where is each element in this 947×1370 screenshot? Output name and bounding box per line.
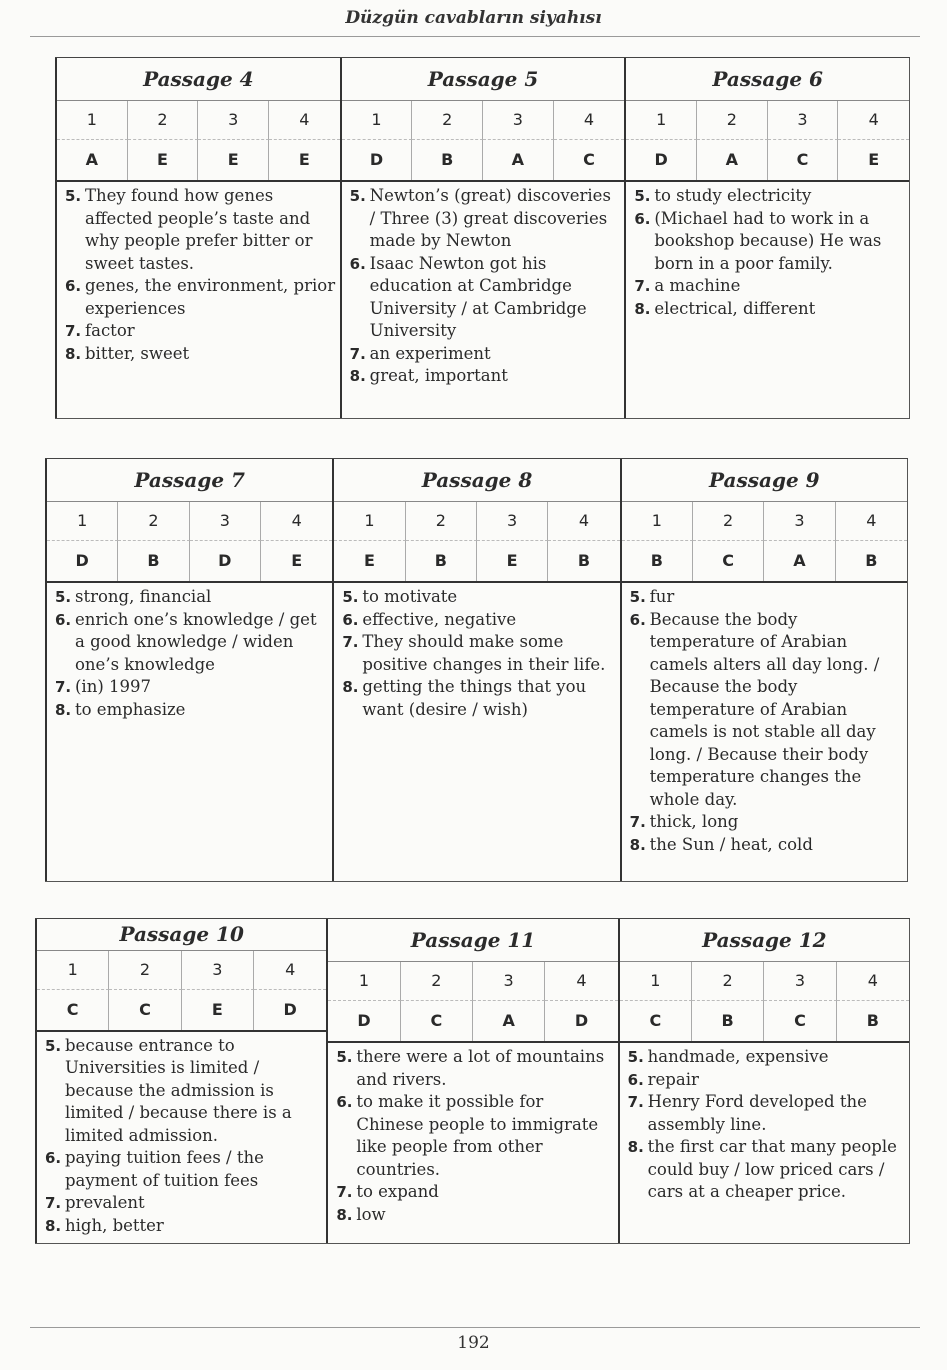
answer-number: 8.: [65, 344, 82, 363]
question-number: 4: [838, 101, 909, 140]
answer-letter: B: [865, 551, 878, 570]
answer-letter: C: [693, 541, 764, 581]
open-answers: [47, 581, 332, 881]
answer-block-2: [45, 458, 908, 882]
answer-letter: B: [412, 140, 483, 180]
answer-number: 8.: [629, 835, 646, 854]
answer-letter: B: [118, 541, 189, 581]
answer-item: [628, 1069, 905, 1092]
answer-letter: C: [401, 1001, 473, 1041]
answer-text: to emphasize: [75, 699, 186, 719]
answer-letter: D: [574, 1011, 589, 1030]
answer-item: [65, 320, 336, 343]
answer-number: 5.: [629, 588, 646, 606]
answer-number: 5.: [336, 1048, 353, 1066]
answer-key-grid: [626, 101, 909, 180]
answer-number: 7.: [65, 322, 82, 340]
answer-item: [630, 834, 903, 857]
open-answers: [626, 180, 909, 418]
answer-item: [55, 699, 328, 722]
answer-letter: B: [406, 541, 477, 581]
answer-text: the first car that many people could buy / low priced cars / cars at a cheaper price.: [647, 1137, 897, 1201]
answer-letter: E: [128, 140, 199, 180]
answer-number: 7.: [349, 344, 366, 363]
answer-number: 7.: [342, 633, 359, 651]
answer-number: 5.: [45, 1036, 62, 1055]
answer-key-grid: [342, 101, 625, 180]
question-number: 1: [37, 951, 109, 990]
passage-table: [340, 58, 625, 418]
answer-text: They found how genes affected people’s taste and why people prefer bitter or sweet tastes.: [85, 186, 313, 273]
question-number: 3: [764, 502, 835, 541]
answer-number: 6.: [336, 1093, 353, 1111]
answer-letter: B: [866, 1011, 879, 1030]
question-number: 3: [473, 962, 545, 1001]
passage-table: [45, 459, 332, 881]
passage-title: Passage 8: [334, 459, 619, 502]
answer-letter: A: [764, 541, 835, 581]
answer-number: 6.: [634, 209, 651, 228]
question-number: 2: [128, 101, 199, 140]
answer-letter: C: [583, 150, 595, 169]
answer-item: [350, 185, 621, 253]
passage-table: [624, 58, 910, 418]
answer-item: [628, 1046, 905, 1069]
answer-item: [65, 343, 336, 366]
question-number: 4: [837, 962, 909, 1001]
answer-letter: D: [47, 541, 118, 581]
answer-text: effective, negative: [362, 609, 517, 629]
answer-number: 5.: [349, 187, 366, 205]
answer-item: [55, 609, 328, 677]
question-number: 3: [483, 101, 554, 140]
answer-text: fur: [649, 587, 675, 606]
answer-item: [630, 609, 903, 812]
answer-key-grid: [620, 962, 909, 1041]
answer-letter: E: [334, 541, 405, 581]
answer-number: 7.: [627, 1093, 644, 1111]
open-answers: [57, 180, 340, 418]
question-number: 3: [764, 962, 836, 1001]
passage-table: [332, 459, 619, 881]
header-rule: [30, 36, 920, 37]
answer-letter: D: [190, 541, 261, 581]
answer-item: [628, 1091, 905, 1136]
answer-letter: B: [692, 1001, 764, 1041]
question-number: 2: [693, 502, 764, 541]
answer-letter: E: [198, 140, 269, 180]
answer-text: getting the things that you want (desire / wish): [362, 677, 587, 719]
passage-title: Passage 12: [620, 919, 909, 962]
answer-item: [55, 586, 328, 609]
answer-item: [55, 676, 328, 699]
passage-title: Passage 11: [328, 919, 617, 962]
question-number: 4: [254, 951, 326, 990]
answer-item: [350, 365, 621, 388]
answer-number: 5.: [634, 187, 651, 205]
answer-item: [342, 631, 615, 676]
answer-text: great, important: [369, 366, 508, 385]
answer-number: 8.: [342, 678, 359, 696]
answer-letter: E: [291, 551, 303, 570]
answer-number: 7.: [634, 277, 651, 295]
question-number: 1: [328, 962, 400, 1001]
answer-number: 7.: [629, 813, 646, 831]
answer-number: 5.: [627, 1048, 644, 1066]
answer-number: 8.: [336, 1205, 353, 1224]
answer-text: to study electricity: [654, 186, 812, 205]
passage-title: Passage 7: [47, 459, 332, 502]
open-answers: [37, 1030, 326, 1244]
answer-item: [65, 185, 336, 275]
answer-number: 5.: [342, 588, 359, 606]
answer-letter: A: [473, 1001, 545, 1041]
answer-text: enrich one’s knowledge / get a good knowledge / widen one’s knowledge: [75, 609, 317, 674]
answer-text: low: [356, 1204, 386, 1224]
question-number: 2: [109, 951, 181, 990]
answer-letter: D: [283, 999, 297, 1019]
passage-table: [55, 58, 340, 418]
answer-number: 6.: [629, 610, 646, 629]
answer-letter: C: [37, 990, 109, 1030]
answer-text: factor: [85, 321, 135, 340]
answer-text: Because the body temperature of Arabian camels alters all day long. / Because the body temperature of Arabian camels is not stable all day long. / Because their body temperature changes the whole day.: [649, 609, 880, 809]
question-number: 2: [412, 101, 483, 140]
question-number: 4: [269, 101, 340, 140]
answer-item: [336, 1046, 613, 1091]
answer-text: there were a lot of mountains and rivers.: [356, 1047, 605, 1089]
answer-letter: C: [109, 990, 181, 1030]
answer-number: 6.: [349, 254, 366, 273]
answer-number: 7.: [336, 1183, 353, 1201]
question-number: 3: [198, 101, 269, 140]
answer-item: [350, 343, 621, 366]
answer-key-grid: [47, 502, 332, 581]
answer-text: Henry Ford developed the assembly line.: [647, 1092, 867, 1134]
open-answers: [620, 1041, 909, 1243]
answer-number: 8.: [627, 1138, 644, 1156]
answer-number: 6.: [342, 610, 359, 629]
answer-letter: B: [577, 551, 591, 570]
answer-text: high, better: [65, 1215, 164, 1235]
question-number: 1: [342, 101, 413, 140]
answer-number: 6.: [55, 610, 72, 629]
answer-letter: A: [57, 140, 128, 180]
page-title: Düzgün cavabların siyahısı: [345, 8, 602, 28]
answer-block-1: [55, 57, 910, 419]
question-number: 1: [57, 101, 128, 140]
answer-letter: E: [298, 150, 310, 169]
answer-letter: E: [477, 541, 548, 581]
answer-letter: C: [764, 1001, 836, 1041]
question-number: 3: [182, 951, 254, 990]
answer-item: [336, 1204, 613, 1227]
open-answers: [342, 180, 625, 418]
passage-title: Passage 4: [57, 58, 340, 101]
answer-letter: A: [483, 140, 554, 180]
answer-item: [634, 275, 905, 298]
answer-text: handmade, expensive: [647, 1047, 829, 1066]
question-number: 4: [548, 502, 619, 541]
answer-letter: A: [697, 140, 768, 180]
passage-title: Passage 6: [626, 58, 909, 101]
answer-item: [630, 811, 903, 834]
passage-title: Passage 5: [342, 58, 625, 101]
question-number: 3: [190, 502, 261, 541]
page-number: 192: [457, 1333, 490, 1353]
answer-text: to expand: [356, 1182, 439, 1201]
answer-number: 6.: [627, 1070, 644, 1089]
answer-item: [342, 586, 615, 609]
answer-text: the Sun / heat, cold: [649, 834, 813, 854]
answer-letter: C: [768, 140, 839, 180]
passage-table: [618, 919, 910, 1243]
answer-text: because entrance to Universities is limited / because the admission is limited / because there is a limited admission.: [65, 1035, 292, 1145]
answer-letter: E: [868, 150, 880, 169]
answer-text: paying tuition fees / the payment of tuition fees: [65, 1148, 264, 1190]
answer-text: repair: [647, 1069, 699, 1089]
answer-number: 6.: [45, 1149, 62, 1167]
open-answers: [334, 581, 619, 881]
answer-number: 8.: [349, 367, 366, 385]
answer-item: [628, 1136, 905, 1204]
answer-text: to motivate: [362, 587, 458, 606]
answer-text: Isaac Newton got his education at Cambridge University / at Cambridge University: [369, 253, 587, 340]
answer-number: 7.: [55, 678, 72, 696]
question-number: 2: [118, 502, 189, 541]
answer-item: [634, 298, 905, 321]
passage-title: Passage 9: [622, 459, 907, 502]
answer-text: bitter, sweet: [85, 343, 190, 363]
answer-text: an experiment: [369, 343, 491, 363]
answer-key-grid: [57, 101, 340, 180]
answer-item: [336, 1181, 613, 1204]
answer-item: [350, 253, 621, 343]
answer-letter: C: [620, 1001, 692, 1041]
question-number: 1: [626, 101, 697, 140]
open-answers: [622, 581, 907, 881]
question-number: 3: [477, 502, 548, 541]
answer-text: thick, long: [649, 812, 739, 831]
answer-block-3: [35, 918, 910, 1244]
question-number: 4: [836, 502, 907, 541]
answer-text: to make it possible for Chinese people to immigrate like people from other countries.: [356, 1092, 599, 1179]
answer-text: prevalent: [65, 1193, 145, 1212]
answer-item: [45, 1192, 322, 1215]
answer-item: [336, 1091, 613, 1181]
question-number: 1: [622, 502, 693, 541]
answer-number: 8.: [45, 1216, 62, 1235]
answer-item: [45, 1215, 322, 1238]
answer-key-grid: [328, 962, 617, 1041]
answer-text: (in) 1997: [75, 677, 152, 696]
answer-number: 7.: [45, 1194, 62, 1212]
answer-key-grid: [37, 951, 326, 1030]
answer-number: 5.: [55, 588, 72, 606]
answer-number: 8.: [634, 299, 651, 318]
question-number: 3: [768, 101, 839, 140]
answer-text: a machine: [654, 276, 741, 295]
answer-item: [45, 1035, 322, 1148]
answer-key-grid: [622, 502, 907, 581]
answer-text: strong, financial: [75, 587, 212, 606]
passage-table: [326, 919, 617, 1243]
answer-text: They should make some positive changes in their life.: [362, 632, 606, 674]
question-number: 2: [697, 101, 768, 140]
answer-letter: D: [328, 1001, 400, 1041]
answer-item: [65, 275, 336, 320]
answer-item: [45, 1147, 322, 1192]
question-number: 4: [545, 962, 617, 1001]
answer-letter: D: [626, 140, 697, 180]
answer-number: 5.: [65, 187, 82, 205]
answer-item: [634, 208, 905, 276]
answer-item: [342, 676, 615, 721]
answer-number: 8.: [55, 700, 72, 719]
question-number: 2: [406, 502, 477, 541]
footer-rule: [30, 1327, 920, 1328]
answer-letter: B: [622, 541, 693, 581]
answer-text: (Michael had to work in a bookshop because) He was born in a poor family.: [654, 208, 882, 273]
question-number: 4: [554, 101, 625, 140]
answer-text: electrical, different: [654, 298, 816, 318]
answer-item: [342, 609, 615, 632]
passage-title: Passage 10: [37, 919, 326, 951]
open-answers: [328, 1041, 617, 1243]
answer-item: [634, 185, 905, 208]
passage-table: [620, 459, 908, 881]
question-number: 1: [620, 962, 692, 1001]
answer-letter: D: [342, 140, 413, 180]
question-number: 2: [401, 962, 473, 1001]
passage-table: [35, 919, 326, 1243]
answer-text: Newton’s (great) discoveries / Three (3) great discoveries made by Newton: [369, 186, 611, 250]
question-number: 1: [334, 502, 405, 541]
answer-letter: E: [182, 990, 254, 1030]
question-number: 1: [47, 502, 118, 541]
answer-key-grid: [334, 502, 619, 581]
question-number: 4: [261, 502, 332, 541]
question-number: 2: [692, 962, 764, 1001]
answer-number: 6.: [65, 277, 82, 295]
answer-item: [630, 586, 903, 609]
answer-text: genes, the environment, prior experiences: [85, 276, 336, 318]
